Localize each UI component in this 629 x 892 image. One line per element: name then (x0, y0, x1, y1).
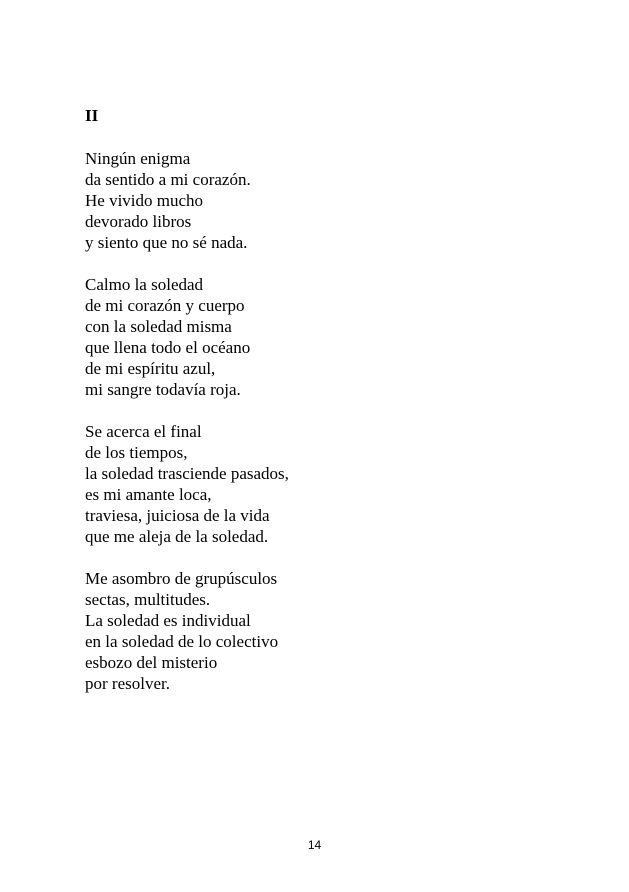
stanza-2 (85, 274, 565, 400)
poem-line: de mi corazón y cuerpo (85, 296, 245, 315)
poem-line: es mi amante loca, (85, 485, 212, 504)
poem-line: Me asombro de grupúsculos (85, 569, 278, 588)
poem-line: da sentido a mi corazón. (85, 170, 251, 189)
poem-line: que llena todo el océano (85, 338, 251, 357)
poem-line: Se acerca el final (85, 422, 202, 441)
stanza-4 (85, 568, 565, 694)
poem-line: la soledad trasciende pasados, (85, 464, 289, 483)
poem-line: en la soledad de lo colectivo (85, 632, 279, 651)
stanza-1 (85, 148, 565, 253)
poem-body (85, 148, 565, 715)
poem-line: sectas, multitudes. (85, 590, 211, 609)
poem-line: Ningún enigma (85, 149, 191, 168)
poem-line: devorado libros (85, 212, 192, 231)
poem-line: He vivido mucho (85, 191, 204, 210)
poem-line: por resolver. (85, 674, 170, 693)
poem-line: con la soledad misma (85, 317, 232, 336)
poem-line: Calmo la soledad (85, 275, 204, 294)
poem-line: que me aleja de la soledad. (85, 527, 269, 546)
poem-line: de los tiempos, (85, 443, 188, 462)
poem-line: mi sangre todavía roja. (85, 380, 241, 399)
poem-line: de mi espíritu azul, (85, 359, 216, 378)
page-number: 14 (307, 838, 322, 852)
poem-line: esbozo del misterio (85, 653, 218, 672)
poem-line: y siento que no sé nada. (85, 233, 248, 252)
poem-title: II (85, 106, 99, 125)
poem-line: La soledad es individual (85, 611, 251, 630)
poem-line: traviesa, juiciosa de la vida (85, 506, 270, 525)
stanza-3 (85, 421, 565, 547)
